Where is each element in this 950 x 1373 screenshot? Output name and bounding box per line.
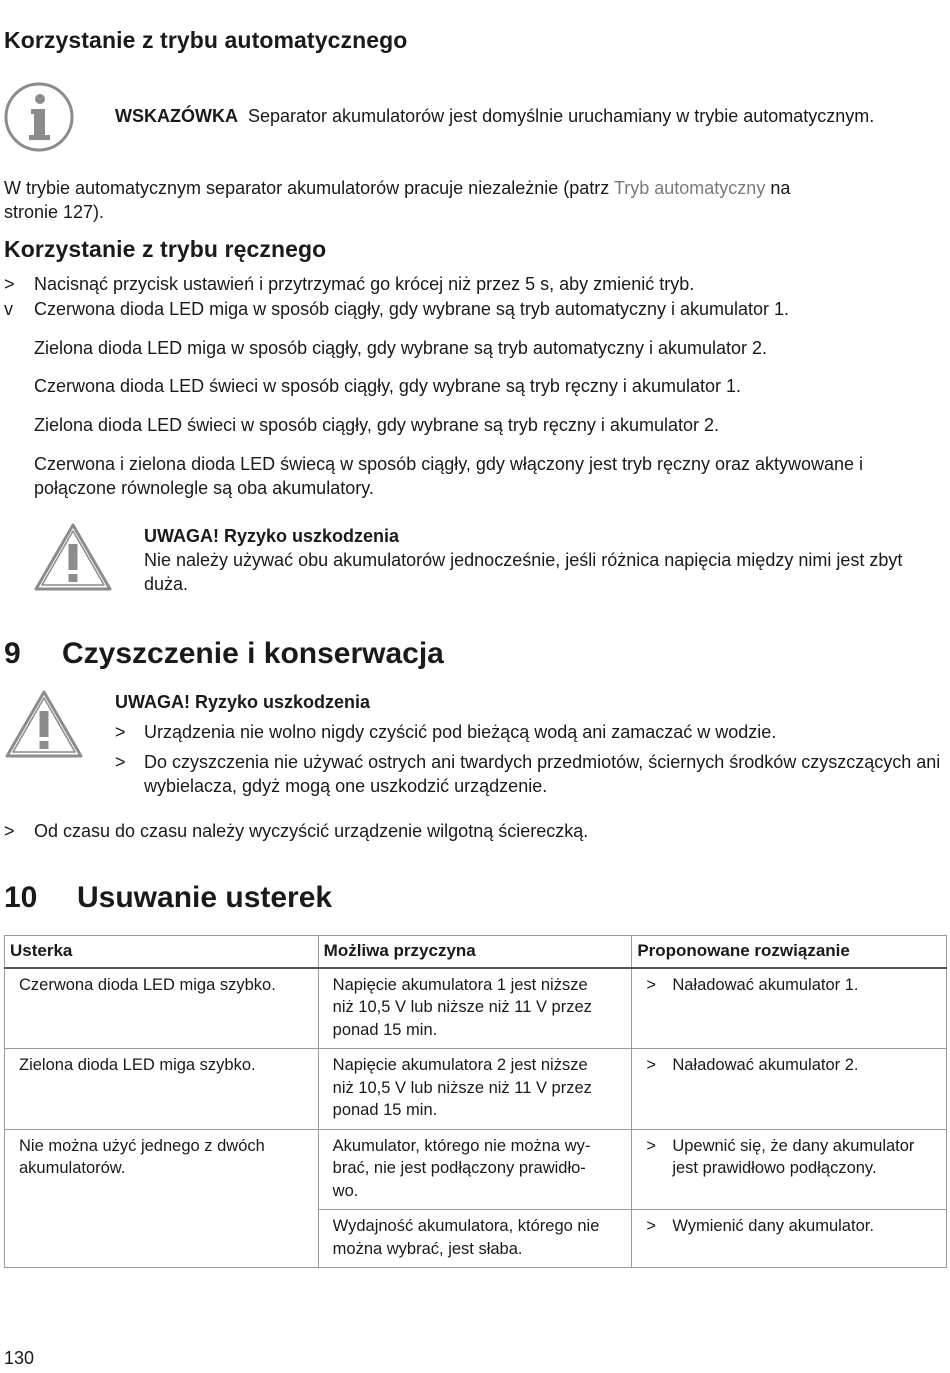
bullet-marker: > <box>646 1056 656 1074</box>
result-item: Zielona dioda LED świeci w sposób ciągły, gdy wybrane są tryb ręczny i akumulator 2. <box>34 415 719 435</box>
chapter-number: 10 <box>4 881 38 914</box>
table-row <box>5 1049 947 1130</box>
fault-cell: Zielona dioda LED miga szybko. <box>5 1049 319 1130</box>
heading-manual-mode: Korzystanie z trybu ręcznego <box>4 236 327 262</box>
fault-cell: Czerwona dioda LED miga szybko. <box>5 968 319 1049</box>
step-marker: > <box>4 821 15 841</box>
bullet-marker: > <box>646 975 656 994</box>
warning-item: Urządzenia nie wolno nigdy czyścić pod bieżącą wodą ani zamaczać w wodzie. <box>144 722 777 742</box>
result-marker: v <box>4 299 13 319</box>
table-row <box>5 1129 947 1210</box>
chapter-10-heading <box>4 880 332 916</box>
auto-para-text: W trybie automatycznym separator akumulatorów pracuje niezależnie (patrz <box>4 178 614 198</box>
cleaning-step: Od czasu do czasu należy wyczyścić urządzenie wilgotną ściereczką. <box>34 821 589 841</box>
auto-paragraph <box>4 176 904 224</box>
warning-title: UWAGA! Ryzyko uszkodzenia <box>115 692 371 712</box>
auto-para-page-ref: stronie 127). <box>4 202 105 222</box>
cause-cell: Napięcie akumulatora 1 jest niższe niż 10,5 V lub niższe niż 11 V przez ponad 15 min. <box>318 968 632 1049</box>
solution-cell <box>632 1129 947 1210</box>
column-header: Proponowane rozwiązanie <box>632 936 947 968</box>
step-marker: > <box>4 274 15 294</box>
cause-cell: Akumulator, którego nie można wy-brać, nie jest podłączony prawidło-wo. <box>318 1129 632 1210</box>
fault-cell: Nie można użyć jednego z dwóch akumulatorów. <box>5 1129 319 1268</box>
result-item: Czerwona dioda LED świeci w sposób ciągły, gdy wybrane są tryb ręczny i akumulator 1. <box>34 376 741 396</box>
solution-cell <box>632 1049 947 1130</box>
note-label: WSKAZÓWKA <box>115 106 238 126</box>
warning-title: UWAGA! Ryzyko uszkodzenia <box>144 526 400 546</box>
manual-step: Nacisnąć przycisk ustawień i przytrzymać go krócej niż przez 5 s, aby zmienić tryb. <box>34 274 695 294</box>
troubleshooting-table <box>4 935 947 1268</box>
link-auto-mode[interactable]: Tryb automatyczny <box>613 178 766 198</box>
note-text: Separator akumulatorów jest domyślnie uruchamiany w trybie automatycznym. <box>248 106 875 126</box>
warning-item: Do czyszczenia nie używać ostrych ani twardych przedmiotów, ściernych środków czyszczących ani wybielacza, gdyż mogą one uszkodzić urządzenie. <box>144 752 941 796</box>
table-header-row <box>5 936 947 968</box>
warning-triangle-icon <box>4 689 84 759</box>
warning-text: Nie należy używać obu akumulatorów jednocześnie, jeśli różnica napięcia między nimi jest zbyt duża. <box>144 550 903 594</box>
column-header: Usterka <box>5 936 319 968</box>
info-icon <box>4 82 74 152</box>
heading-auto-mode: Korzystanie z trybu automatycznego <box>4 27 408 53</box>
solution-cell <box>632 1210 947 1268</box>
auto-para-text-end: na <box>765 178 791 198</box>
solution-text: Wymienić dany akumulator. <box>672 1217 874 1235</box>
solution-cell <box>632 968 947 1049</box>
note-box <box>115 104 945 128</box>
bullet-marker: > <box>646 1136 656 1155</box>
chapter-title: Czyszczenie i konserwacja <box>62 637 444 670</box>
chapter-9-heading <box>4 636 444 672</box>
page-number: 130 <box>4 1348 35 1368</box>
chapter-number: 9 <box>4 637 21 670</box>
chapter-title: Usuwanie usterek <box>77 881 333 914</box>
result-item: Zielona dioda LED miga w sposób ciągły, gdy wybrane są tryb automatyczny i akumulator 2. <box>34 338 768 358</box>
bullet-marker: > <box>646 1217 656 1235</box>
solution-text: Naładować akumulator 2. <box>672 1056 859 1074</box>
cause-cell: Wydajność akumulatora, którego nie można wybrać, jest słaba. <box>318 1210 632 1268</box>
solution-text: Upewnić się, że dany akumulator jest prawidłowo podłączony. <box>672 1136 915 1177</box>
warning-triangle-icon <box>33 522 113 592</box>
bullet-marker: > <box>115 722 126 742</box>
column-header: Możliwa przyczyna <box>318 936 632 968</box>
cause-cell: Napięcie akumulatora 2 jest niższe niż 10,5 V lub niższe niż 11 V przez ponad 15 min. <box>318 1049 632 1130</box>
bullet-marker: > <box>115 752 126 772</box>
result-item: Czerwona i zielona dioda LED świecą w sposób ciągły, gdy włączony jest tryb ręczny oraz aktywowane i połączone równolegle są oba akumulatory. <box>34 454 864 498</box>
table-row <box>5 968 947 1049</box>
solution-text: Naładować akumulator 1. <box>672 975 859 994</box>
result-item: Czerwona dioda LED miga w sposób ciągły, gdy wybrane są tryb automatyczny i akumulator 1. <box>34 299 790 319</box>
